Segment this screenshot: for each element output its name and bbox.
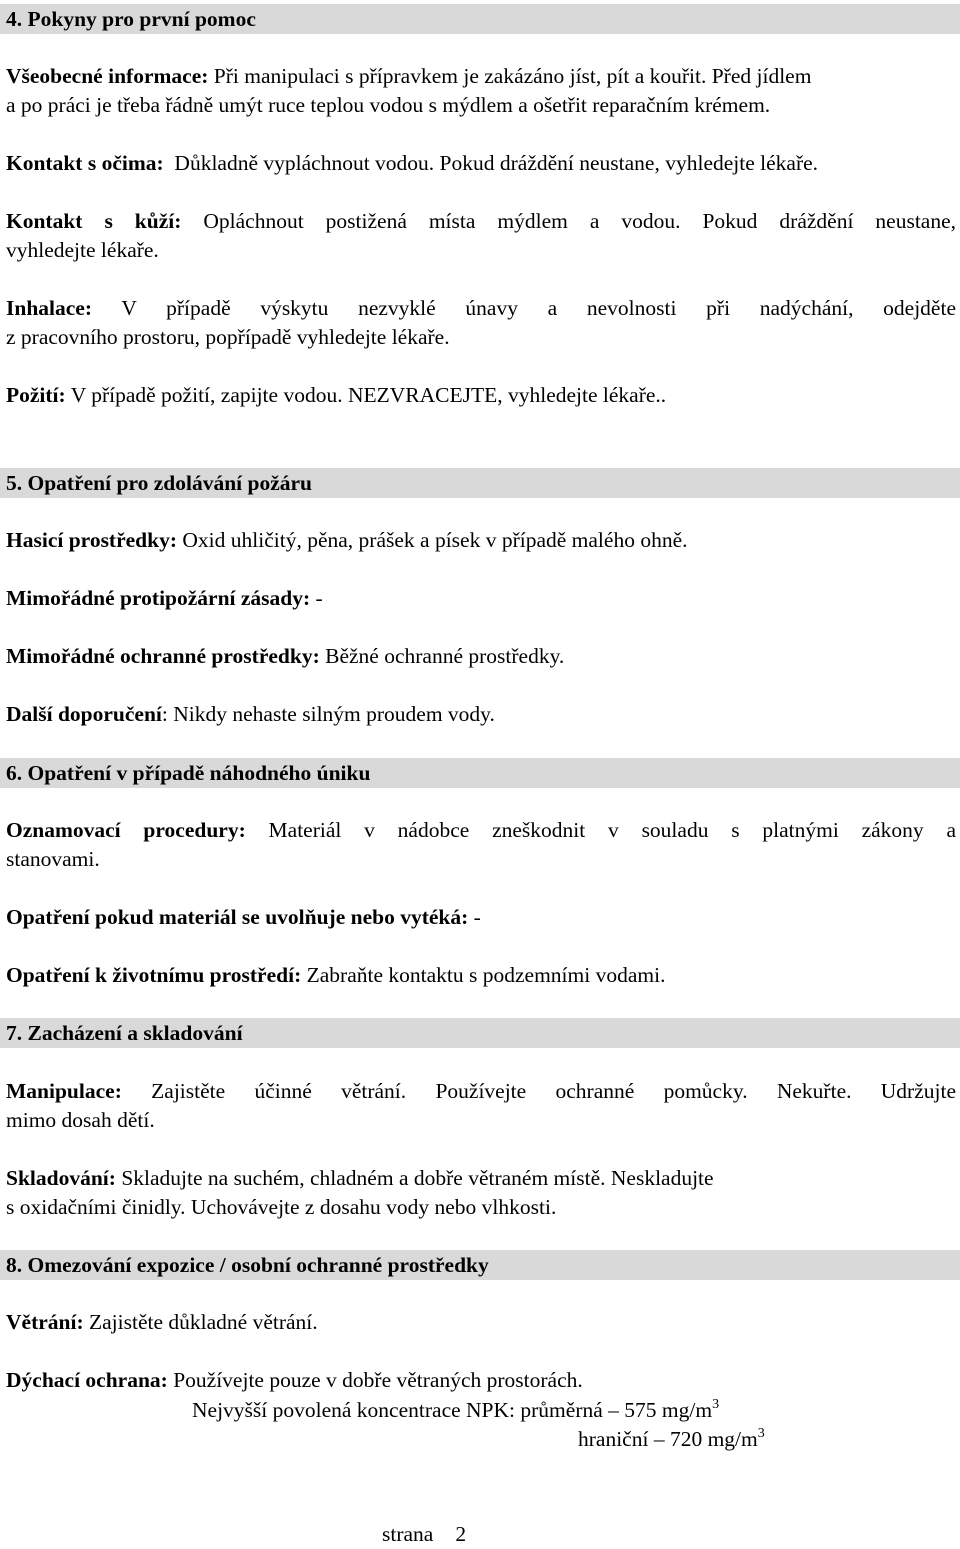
npk-limit-text: hraniční – 720 mg/m xyxy=(578,1427,758,1451)
ingestion-label: Požití: xyxy=(6,383,66,407)
ingestion-text: V případě požití, zapijte vodou. NEZVRACEJTE, vyhledejte lékaře.. xyxy=(70,383,667,407)
notification-label: Oznamovací procedury: xyxy=(6,818,246,842)
section-6-heading: 6. Opatření v případě náhodného úniku xyxy=(0,758,960,788)
footer-label: strana xyxy=(382,1522,434,1546)
page-number: 2 xyxy=(455,1522,467,1546)
skin-contact xyxy=(6,207,956,236)
skin-contact-text-2: vyhledejte lékaře. xyxy=(6,238,159,262)
section-4-heading: 4. Pokyny pro první pomoc xyxy=(0,4,960,34)
storage xyxy=(6,1164,956,1222)
npk-average-exp: 3 xyxy=(712,1397,720,1412)
release-text: - xyxy=(473,905,481,929)
inhalation-text-1: V případě výskytu nezvyklé únavy a nevolnosti při nadýchání, odejděte xyxy=(121,296,956,320)
npk-limit-exp: 3 xyxy=(757,1426,765,1441)
respiratory-protection xyxy=(6,1366,956,1395)
inhalation-text-2: z pracovního prostoru, popřípadě vyhledejte lékaře. xyxy=(6,325,450,349)
general-info xyxy=(6,62,956,120)
eye-contact xyxy=(6,149,956,178)
skin-contact-label: Kontakt s kůží: xyxy=(6,209,182,233)
npk-average-text: Nejvyšší povolená koncentrace NPK: průměrná – 575 mg/m xyxy=(192,1398,713,1422)
notification-text-2: stanovami. xyxy=(6,847,100,871)
eye-contact-text: Důkladně vypláchnout vodou. Pokud dráždění neustane, vyhledejte lékaře. xyxy=(174,151,819,175)
skin-contact-cont xyxy=(6,236,956,265)
eye-contact-label: Kontakt s očima: xyxy=(6,151,164,175)
skin-contact-text-1: Opláchnout postižená místa mýdlem a vodou. Pokud dráždění neustane, xyxy=(203,209,957,233)
environment-label: Opatření k životnímu prostředí: xyxy=(6,963,302,987)
handling-text-2: mimo dosah dětí. xyxy=(6,1108,155,1132)
environment-text: Zabraňte kontaktu s podzemními vodami. xyxy=(306,963,666,987)
section-5-heading: 5. Opatření pro zdolávání požáru xyxy=(0,468,960,498)
npk-average xyxy=(192,1396,719,1425)
handling xyxy=(6,1077,956,1106)
extinguishing-text: Oxid uhličitý, pěna, prášek a písek v případě malého ohně. xyxy=(182,528,688,552)
general-info-label: Všeobecné informace: xyxy=(6,64,209,88)
notification-text-1: Materiál v nádobce zneškodnit v souladu s platnými zákony a xyxy=(268,818,957,842)
storage-label: Skladování: xyxy=(6,1166,116,1190)
ventilation xyxy=(6,1308,956,1337)
special-protection xyxy=(6,642,956,671)
extinguishing-media xyxy=(6,526,956,555)
general-info-text-1: Při manipulaci s přípravkem je zakázáno jíst, pít a kouřit. Před jídlem xyxy=(213,64,812,88)
general-info-text-2: a po práci je třeba řádně umýt ruce teplou vodou s mýdlem a ošetřit reparačním krémem. xyxy=(6,93,771,117)
handling-text-1: Zajistěte účinné větrání. Používejte ochranné pomůcky. Nekuřte. Udržujte xyxy=(151,1079,956,1103)
handling-cont xyxy=(6,1106,956,1135)
section-8-heading: 8. Omezování expozice / osobní ochranné prostředky xyxy=(0,1250,960,1280)
inhalation-cont xyxy=(6,323,956,352)
inhalation-label: Inhalace: xyxy=(6,296,92,320)
section-7-heading: 7. Zacházení a skladování xyxy=(0,1018,960,1048)
other-advice-label: Další doporučení xyxy=(6,702,162,726)
ventilation-label: Větrání: xyxy=(6,1310,84,1334)
release-measures xyxy=(6,903,956,932)
special-protection-text: Běžné ochranné prostředky. xyxy=(325,644,565,668)
extinguishing-label: Hasicí prostředky: xyxy=(6,528,178,552)
respiratory-text: Používejte pouze v dobře větraných prostorách. xyxy=(173,1368,583,1392)
special-fire-rules-text: - xyxy=(315,586,323,610)
ingestion xyxy=(6,381,956,410)
notification-procedures xyxy=(6,816,956,845)
notification-cont xyxy=(6,845,956,874)
special-protection-label: Mimořádné ochranné prostředky: xyxy=(6,644,320,668)
release-label: Opatření pokud materiál se uvolňuje nebo vytéká: xyxy=(6,905,469,929)
other-advice-text: : Nikdy nehaste silným proudem vody. xyxy=(161,702,495,726)
respiratory-label: Dýchací ochrana: xyxy=(6,1368,168,1392)
inhalation xyxy=(6,294,956,323)
handling-label: Manipulace: xyxy=(6,1079,122,1103)
page-footer xyxy=(382,1520,502,1549)
storage-text-2: s oxidačními činidly. Uchovávejte z dosahu vody nebo vlhkosti. xyxy=(6,1195,557,1219)
environment-measures xyxy=(6,961,956,990)
special-fire-rules xyxy=(6,584,956,613)
special-fire-rules-label: Mimořádné protipožární zásady: xyxy=(6,586,311,610)
npk-limit xyxy=(578,1425,765,1454)
ventilation-text: Zajistěte důkladné větrání. xyxy=(89,1310,318,1334)
storage-text-1: Skladujte na suchém, chladném a dobře větraném místě. Neskladujte xyxy=(121,1166,714,1190)
other-advice xyxy=(6,700,956,729)
